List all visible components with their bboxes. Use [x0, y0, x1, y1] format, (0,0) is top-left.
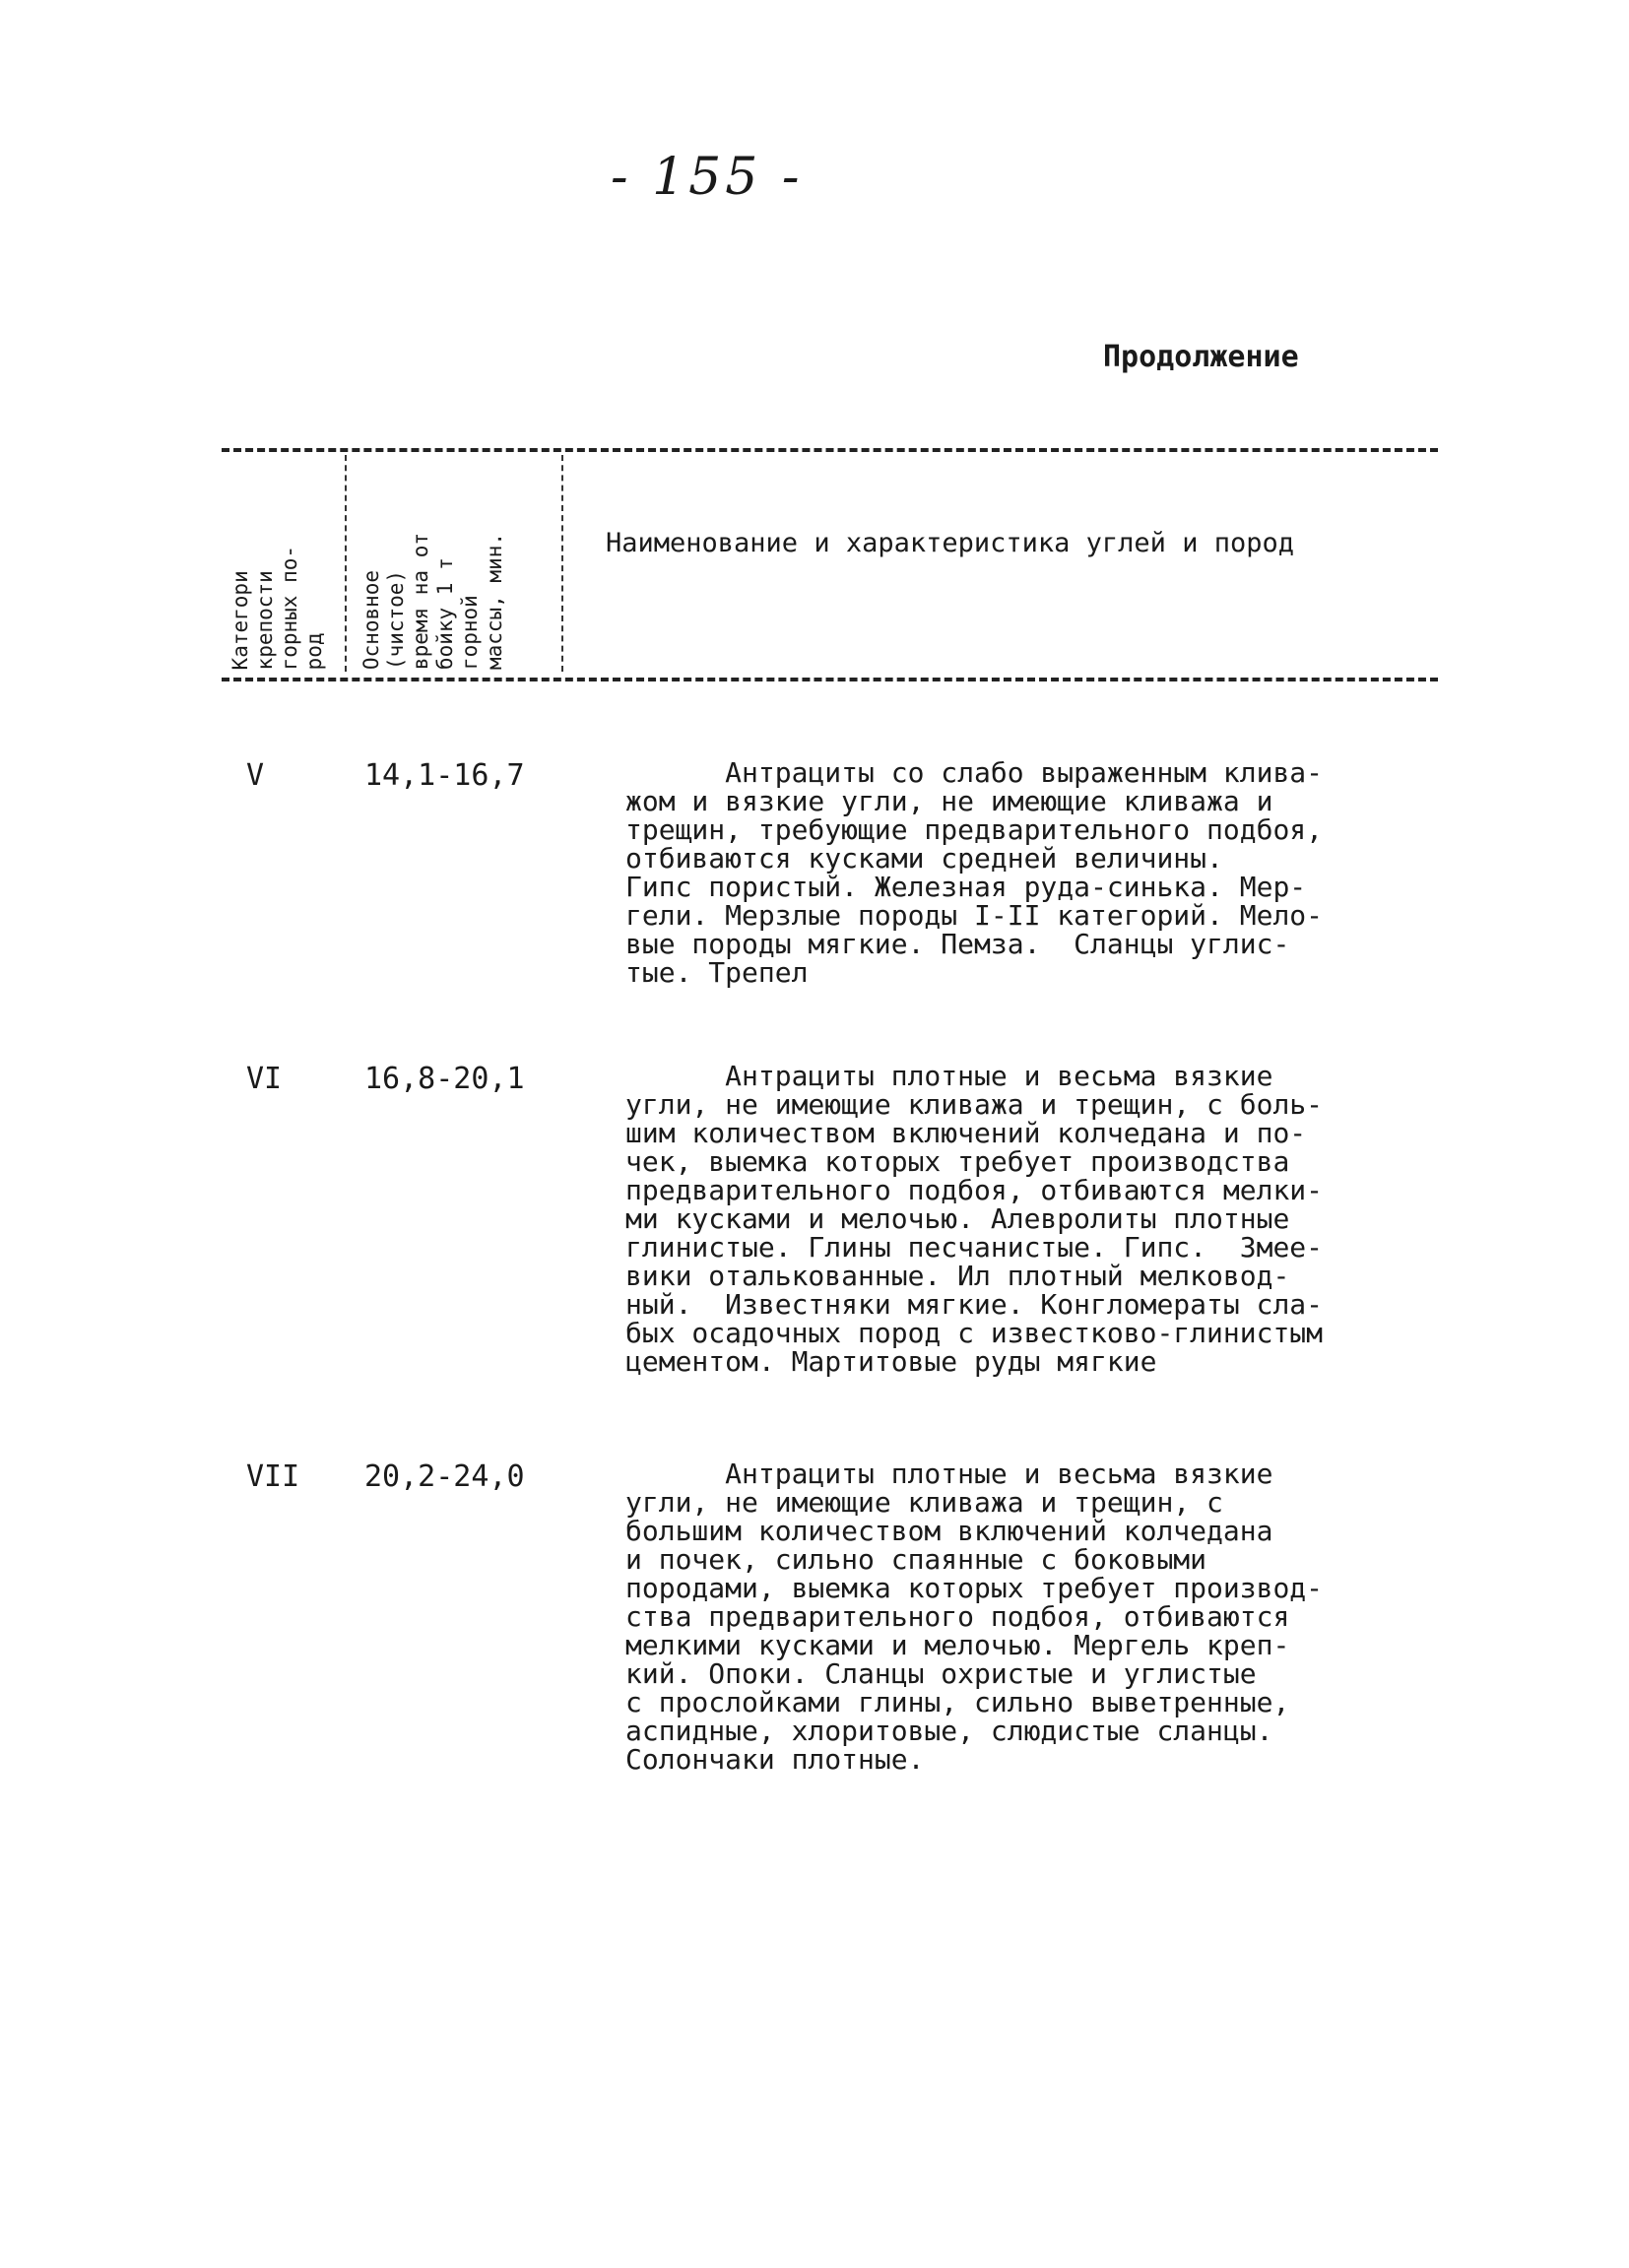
row-time-range: 20,2-24,0 [364, 1459, 525, 1494]
header-time-cell [359, 463, 507, 670]
table-header-bottom-rule [222, 678, 1438, 681]
header-time-label: Основное (чистое) время на от бойку 1 т горной массы, мин. [359, 532, 506, 670]
header-name-label: Наименование и характеристика углей и пород [606, 528, 1294, 558]
column-separator [345, 455, 347, 672]
row-category: VI [246, 1062, 283, 1096]
header-category-label: Категори крепости горных по- род [228, 545, 326, 670]
row-category: V [246, 758, 265, 793]
row-description: Антрациты со слабо выраженным клива- жом и вязкие угли, не имеющие кливажа и трещин, требующие предварительного подбоя, отбиваются кусками средней величины. Гипс пористый. Железная руда-синька. Мер- гели. Мерзлые породы I-II категорий. Мело- вые породы мягкие. Пемза. Сланцы углис- тые. Трепел [625, 756, 1324, 989]
page-number: - 155 - [611, 148, 804, 207]
row-description: Антрациты плотные и весьма вязкие угли, не имеющие кливажа и трещин, с большим количеством включений колчедана и почек, сильно спаянные с боковыми породами, выемка которых требует производ- ства предварительного подбоя, отбиваются мелкими кусками и мелочью. Мергель креп- кий. Опоки. Сланцы охристые и углистые с прослойками глины, сильно выветренные, аспидные, хлоритовые, слюдистые сланцы. Солончаки плотные. [625, 1458, 1324, 1776]
row-time-range: 14,1-16,7 [364, 758, 525, 793]
header-category-cell [228, 463, 327, 670]
row-time-range: 16,8-20,1 [364, 1062, 525, 1096]
row-category: VII [246, 1459, 300, 1494]
row-description: Антрациты плотные и весьма вязкие угли, не имеющие кливажа и трещин, с боль- шим количеством включений колчедана и по- чек, выемка которых требует производства предварительного подбоя, отбиваются мелки- ми кусками и мелочью. Алевролиты плотные глинистые. Глины песчанистые. Гипс. Змее- вики оталькованные. Ил плотный мелковод- ный. Известняки мягкие. Конгломераты сла- бых осадочных пород с известково-глинистым цементом. Мартитовые руды мягкие [625, 1060, 1324, 1378]
column-separator [561, 455, 563, 672]
continuation-label: Продолжение [1103, 340, 1299, 374]
table-top-rule [222, 448, 1438, 452]
